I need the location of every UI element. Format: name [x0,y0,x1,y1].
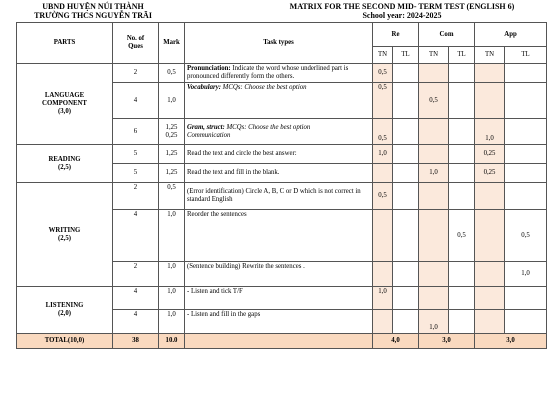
task-type: Read the text and fill in the blank. [185,164,373,183]
app-tn-value: 0,25 [475,164,505,183]
com-tl-value [449,145,475,164]
com-header: Com [419,23,475,47]
com-tn-header: TN [419,47,449,64]
mark-value: 1,0 [159,262,185,287]
com-tl-value [449,119,475,145]
re-tn-value [373,164,393,183]
mark-value: 1,0 [159,310,185,334]
header-row-1 [17,23,547,47]
com-tn-value [419,119,449,145]
no-ques-header: No. of Ques [113,23,159,64]
total-label: TOTAL(10,0) [17,334,113,349]
mark-value: 1,25 0,25 [159,119,185,145]
task-type: - Listen and fill in the gaps [185,310,373,334]
parts-header: PARTS [17,23,113,64]
com-tl-value [449,310,475,334]
app-tn-value [475,310,505,334]
com-tn-value: 1,0 [419,164,449,183]
total-questions: 38 [113,334,159,349]
mark-value: 0,5 [159,64,185,83]
app-tn-header: TN [475,47,505,64]
q-count: 4 [113,287,159,310]
com-tl-value [449,164,475,183]
mark-value: 1,0 [159,287,185,310]
q-count: 4 [113,210,159,262]
re-tl-value [393,210,419,262]
com-tl-value [449,64,475,83]
mark-value: 1,0 [159,210,185,262]
re-tl-value [393,287,419,310]
app-tn-value [475,262,505,287]
app-tl-value: 1,0 [505,262,547,287]
school-header [18,2,168,20]
re-tl-value [393,64,419,83]
task-types-header: Task types [185,23,373,64]
re-tn-value [373,210,393,262]
app-tn-value [475,210,505,262]
test-title: MATRIX FOR THE SECOND MID- TERM TEST (ENGLISH 6) [289,2,515,11]
com-tn-value: 1,0 [419,310,449,334]
re-tl-value [393,119,419,145]
com-tl-value [449,83,475,119]
com-tn-value [419,287,449,310]
com-tn-value [419,183,449,210]
section-reading: READING (2,5) [17,145,113,183]
com-tl-header: TL [449,47,475,64]
task-type: Pronunciation: Indicate the word whose underlined part is pronounced differently form the others. [185,64,373,83]
app-tl-value [505,83,547,119]
app-tn-value [475,287,505,310]
task-type: Read the text and circle the best answer: [185,145,373,164]
com-tl-value [449,183,475,210]
app-tn-value [475,183,505,210]
q-count: 4 [113,310,159,334]
q-count: 5 [113,164,159,183]
task-type: Reorder the sentences [185,210,373,262]
section-language: LANGUAGE COMPONENT (3,0) [17,64,113,145]
re-tn-value: 1,0 [373,145,393,164]
school-name: TRƯỜNG THCS NGUYỄN TRÃI [34,11,152,20]
re-header: Re [373,23,419,47]
total-task-cell [185,334,373,349]
mark-value: 1,0 [159,83,185,119]
re-tn-value: 1,0 [373,287,393,310]
re-tn-value: 0,5 [373,83,393,119]
re-tn-value: 0,5 [373,64,393,83]
re-tn-value: 0,5 [373,183,393,210]
section-writing: WRITING (2,5) [17,183,113,287]
app-tl-value [505,164,547,183]
table-row [17,287,547,310]
com-tl-value: 0,5 [449,210,475,262]
q-count: 2 [113,262,159,287]
q-count: 2 [113,183,159,210]
total-row [17,334,547,349]
q-count: 5 [113,145,159,164]
app-tl-header: TL [505,47,547,64]
app-tl-value [505,287,547,310]
re-tl-value [393,164,419,183]
task-type: Gram, struct: MCQs: Choose the best option Communication [185,119,373,145]
app-tn-value: 0,25 [475,145,505,164]
com-tn-value [419,262,449,287]
q-count: 4 [113,83,159,119]
com-tl-value [449,287,475,310]
section-listening: LISTENING (2,0) [17,287,113,334]
re-tl-value [393,310,419,334]
q-count: 6 [113,119,159,145]
task-type: (Error identification) Circle A, B, C or D which is not correct in standard English [185,183,373,210]
app-header: App [475,23,547,47]
mark-value: 1,25 [159,164,185,183]
re-tn-value [373,310,393,334]
test-header [262,2,542,20]
total-re: 4,0 [373,334,419,349]
re-tl-header: TL [393,47,419,64]
table-row [17,183,547,210]
re-tl-value [393,83,419,119]
app-tl-value [505,145,547,164]
com-tn-value [419,145,449,164]
total-com: 3,0 [419,334,475,349]
task-type: - Listen and tick T/F [185,287,373,310]
app-tn-value [475,64,505,83]
app-tl-value [505,183,547,210]
re-tn-value: 0,5 [373,119,393,145]
q-count: 2 [113,64,159,83]
task-type: (Sentence building) Rewrite the sentences . [185,262,373,287]
task-type: Vocabulary: MCQs: Choose the best option [185,83,373,119]
app-tl-value: 0,5 [505,210,547,262]
re-tn-value [373,262,393,287]
table-row [17,145,547,164]
mark-value: 0,5 [159,183,185,210]
district-name: UBND HUYỆN NÚI THÀNH [42,2,144,11]
app-tl-value [505,64,547,83]
re-tl-value [393,262,419,287]
school-year: School year: 2024-2025 [362,11,442,20]
total-mark: 10.0 [159,334,185,349]
com-tn-value [419,210,449,262]
table-row [17,64,547,83]
com-tn-value: 0,5 [419,83,449,119]
com-tl-value [449,262,475,287]
total-app: 3,0 [475,334,547,349]
re-tn-header: TN [373,47,393,64]
re-tl-value [393,183,419,210]
mark-value: 1,25 [159,145,185,164]
app-tl-value [505,119,547,145]
app-tl-value [505,310,547,334]
mark-header: Mark [159,23,185,64]
com-tn-value [419,64,449,83]
re-tl-value [393,145,419,164]
app-tn-value: 1,0 [475,119,505,145]
test-matrix-table [16,22,547,349]
app-tn-value [475,83,505,119]
